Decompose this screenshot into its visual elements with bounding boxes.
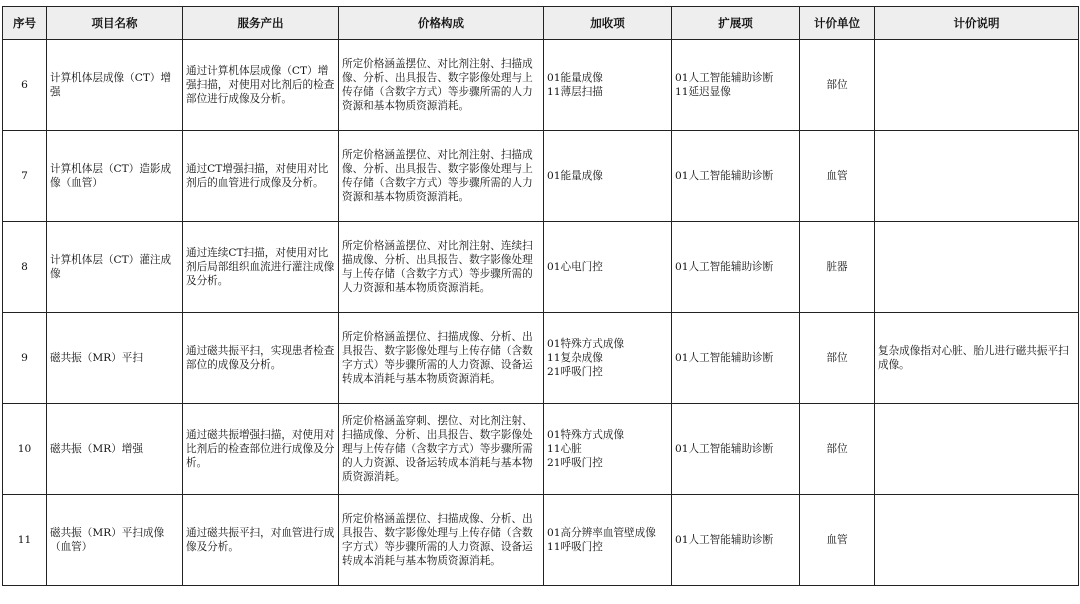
cell-no: 11 <box>3 495 47 586</box>
cell-price: 所定价格涵盖摆位、扫描成像、分析、出具报告、数字影像处理与上传存储（含数字方式）等步骤所需的人力资源、设备运转成本消耗与基本物质资源消耗。 <box>339 495 544 586</box>
cell-note <box>875 222 1079 313</box>
cell-unit: 血管 <box>800 495 875 586</box>
add-item: 01特殊方式成像 <box>547 338 625 350</box>
cell-price: 所定价格涵盖摆位、扫描成像、分析、出具报告、数字影像处理与上传存储（含数字方式）等步骤所需的人力资源、设备运转成本消耗与基本物质资源消耗。 <box>339 313 544 404</box>
cell-note <box>875 131 1079 222</box>
cell-output: 通过磁共振平扫，对血管进行成像及分析。 <box>183 495 339 586</box>
cell-add <box>544 404 672 495</box>
table-row <box>3 222 1079 313</box>
header-output: 服务产出 <box>183 7 339 40</box>
header-note: 计价说明 <box>875 7 1079 40</box>
cell-ext <box>672 222 800 313</box>
cell-ext <box>672 404 800 495</box>
cell-unit: 部位 <box>800 313 875 404</box>
cell-note <box>875 404 1079 495</box>
cell-output: 通过CT增强扫描，对使用对比剂后的血管进行成像及分析。 <box>183 131 339 222</box>
cell-price: 所定价格涵盖摆位、对比剂注射、连续扫描成像、分析、出具报告、数字影像处理与上传存储（含数字方式）等步骤所需的人力资源和基本物质资源消耗。 <box>339 222 544 313</box>
cell-unit: 部位 <box>800 40 875 131</box>
cell-unit: 脏器 <box>800 222 875 313</box>
cell-add <box>544 495 672 586</box>
cell-no: 9 <box>3 313 47 404</box>
cell-output: 通过磁共振增强扫描，对使用对比剂后的检查部位进行成像及分析。 <box>183 404 339 495</box>
cell-add <box>544 222 672 313</box>
cell-name: 计算机体层成像（CT）增强 <box>47 40 183 131</box>
add-item: 01心电门控 <box>547 261 603 273</box>
add-item: 11心脏 <box>547 443 582 455</box>
ext-item: 01人工智能辅助诊断 <box>675 261 774 273</box>
header-no: 序号 <box>3 7 47 40</box>
cell-no: 8 <box>3 222 47 313</box>
table-row <box>3 495 1079 586</box>
cell-ext <box>672 495 800 586</box>
cell-note <box>875 495 1079 586</box>
add-item: 11复杂成像 <box>547 352 603 364</box>
cell-ext <box>672 40 800 131</box>
cell-name: 计算机体层（CT）灌注成像 <box>47 222 183 313</box>
ext-item: 01人工智能辅助诊断 <box>675 443 774 455</box>
header-unit: 计价单位 <box>800 7 875 40</box>
cell-add <box>544 40 672 131</box>
add-item: 11呼吸门控 <box>547 541 603 553</box>
cell-price: 所定价格涵盖摆位、对比剂注射、扫描成像、分析、出具报告、数字影像处理与上传存储（含数字方式）等步骤所需的人力资源和基本物质资源消耗。 <box>339 40 544 131</box>
cell-price: 所定价格涵盖摆位、对比剂注射、扫描成像、分析、出具报告、数字影像处理与上传存储（含数字方式）等步骤所需的人力资源和基本物质资源消耗。 <box>339 131 544 222</box>
ext-item: 01人工智能辅助诊断 <box>675 72 774 84</box>
add-item: 01高分辨率血管壁成像 <box>547 527 656 539</box>
cell-ext <box>672 313 800 404</box>
cell-no: 10 <box>3 404 47 495</box>
header-ext: 扩展项 <box>672 7 800 40</box>
header-add: 加收项 <box>544 7 672 40</box>
cell-name: 磁共振（MR）增强 <box>47 404 183 495</box>
add-item: 21呼吸门控 <box>547 366 603 378</box>
table-row <box>3 404 1079 495</box>
ext-item: 01人工智能辅助诊断 <box>675 352 774 364</box>
cell-output: 通过磁共振平扫，实现患者检查部位的成像及分析。 <box>183 313 339 404</box>
cell-price: 所定价格涵盖穿刺、摆位、对比剂注射、扫描成像、分析、出具报告、数字影像处理与上传存储（含数字方式）等步骤所需的人力资源、设备运转成本消耗与基本物质资源消耗。 <box>339 404 544 495</box>
cell-output: 通过连续CT扫描，对使用对比剂后局部组织血流进行灌注成像及分析。 <box>183 222 339 313</box>
add-item: 21呼吸门控 <box>547 457 603 469</box>
add-item: 11薄层扫描 <box>547 86 603 98</box>
header-name: 项目名称 <box>47 7 183 40</box>
add-item: 01特殊方式成像 <box>547 429 625 441</box>
header-row <box>3 7 1079 40</box>
cell-unit: 部位 <box>800 404 875 495</box>
table-row <box>3 131 1079 222</box>
cell-name: 磁共振（MR）平扫成像（血管） <box>47 495 183 586</box>
cell-output: 通过计算机体层成像（CT）增强扫描，对使用对比剂后的检查部位进行成像及分析。 <box>183 40 339 131</box>
ext-item: 01人工智能辅助诊断 <box>675 170 774 182</box>
cell-add <box>544 313 672 404</box>
cell-name: 计算机体层（CT）造影成像（血管） <box>47 131 183 222</box>
ext-item: 01人工智能辅助诊断 <box>675 534 774 546</box>
add-item: 01能量成像 <box>547 72 603 84</box>
cell-note <box>875 40 1079 131</box>
header-price: 价格构成 <box>339 7 544 40</box>
table-row <box>3 40 1079 131</box>
pricing-table <box>2 6 1079 586</box>
table-row <box>3 313 1079 404</box>
cell-unit: 血管 <box>800 131 875 222</box>
cell-note: 复杂成像指对心脏、胎儿进行磁共振平扫成像。 <box>875 313 1079 404</box>
cell-no: 6 <box>3 40 47 131</box>
cell-ext <box>672 131 800 222</box>
cell-add <box>544 131 672 222</box>
add-item: 01能量成像 <box>547 170 603 182</box>
cell-no: 7 <box>3 131 47 222</box>
ext-item: 11延迟显像 <box>675 86 731 98</box>
cell-name: 磁共振（MR）平扫 <box>47 313 183 404</box>
